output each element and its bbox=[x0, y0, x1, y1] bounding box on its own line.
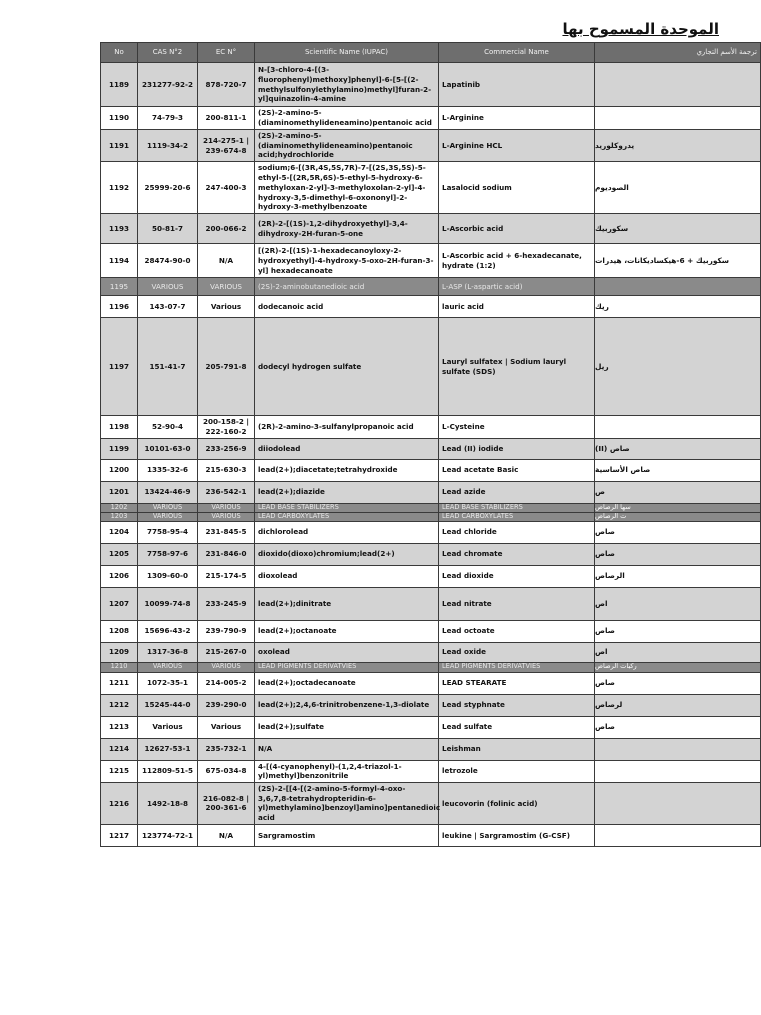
cell-arabic-name: ركبات الرصاص bbox=[595, 662, 761, 672]
cell-cas-number: 1072-35-1 bbox=[138, 672, 198, 694]
cell-arabic-name: يدروكلوريد bbox=[595, 130, 761, 162]
cell-cas-number: 10101-63-0 bbox=[138, 438, 198, 459]
cell-commercial-name: LEAD BASE STABILIZERS bbox=[439, 503, 595, 512]
cell-scientific-name: N/A bbox=[255, 738, 439, 760]
cell-scientific-name: lead(2+);2,4,6-trinitrobenzene-1,3-diolate bbox=[255, 694, 439, 716]
table-row bbox=[101, 278, 761, 296]
cell-cas-number: 143-07-7 bbox=[138, 296, 198, 318]
cell-commercial-name: Leishman bbox=[439, 738, 595, 760]
cell-scientific-name: dioxolead bbox=[255, 565, 439, 587]
cell-arabic-name bbox=[595, 107, 761, 130]
cell-no: 1211 bbox=[101, 672, 138, 694]
cell-cas-number: 1317-36-8 bbox=[138, 642, 198, 662]
table-row bbox=[101, 760, 761, 782]
table-row bbox=[101, 565, 761, 587]
cell-scientific-name: diiodolead bbox=[255, 438, 439, 459]
cell-scientific-name: (2S)-2-[[4-[(2-amino-5-formyl-4-oxo-3,6,7,8-tetrahydropteridin-6-yl)methylamino]benzoyl]amino]pentanedioic acid bbox=[255, 783, 439, 825]
cell-commercial-name: letrozole bbox=[439, 760, 595, 782]
cell-scientific-name: (2S)-2-amino-5-(diaminomethylideneamino)pentanoic acid;hydrochloride bbox=[255, 130, 439, 162]
table-body bbox=[101, 63, 761, 847]
cell-cas-number: 10099-74-8 bbox=[138, 587, 198, 620]
cell-no: 1194 bbox=[101, 244, 138, 278]
cell-scientific-name: lead(2+);diazide bbox=[255, 481, 439, 503]
table-row bbox=[101, 459, 761, 481]
cell-no: 1193 bbox=[101, 214, 138, 244]
cell-scientific-name: lead(2+);diacetate;tetrahydroxide bbox=[255, 459, 439, 481]
cell-commercial-name: L-Arginine HCL bbox=[439, 130, 595, 162]
cell-cas-number: 28474-90-0 bbox=[138, 244, 198, 278]
cell-commercial-name: Lasalocid sodium bbox=[439, 162, 595, 214]
cell-cas-number: 52-90-4 bbox=[138, 416, 198, 438]
cell-no: 1204 bbox=[101, 521, 138, 543]
cell-cas-number: 15696-43-2 bbox=[138, 620, 198, 642]
cell-cas-number: VARIOUS bbox=[138, 278, 198, 296]
cell-commercial-name: lauric acid bbox=[439, 296, 595, 318]
table-row bbox=[101, 521, 761, 543]
cell-cas-number: 74-79-3 bbox=[138, 107, 198, 130]
cell-ec-number: 239-290-0 bbox=[198, 694, 255, 716]
cell-arabic-name: صاص bbox=[595, 716, 761, 738]
table-row bbox=[101, 107, 761, 130]
cell-commercial-name: Lead styphnate bbox=[439, 694, 595, 716]
cell-scientific-name: LEAD PIGMENTS DERIVATVIES bbox=[255, 662, 439, 672]
cell-no: 1203 bbox=[101, 512, 138, 521]
cell-arabic-name: ريك bbox=[595, 296, 761, 318]
table-row bbox=[101, 162, 761, 214]
table-row bbox=[101, 130, 761, 162]
table-row bbox=[101, 481, 761, 503]
cell-no: 1208 bbox=[101, 620, 138, 642]
cell-cas-number: 50-81-7 bbox=[138, 214, 198, 244]
cell-arabic-name: صاص bbox=[595, 543, 761, 565]
cell-no: 1190 bbox=[101, 107, 138, 130]
cell-cas-number: 7758-97-6 bbox=[138, 543, 198, 565]
cell-ec-number: 231-845-5 bbox=[198, 521, 255, 543]
col-header-commercial-name: Commercial Name bbox=[439, 43, 595, 63]
cell-scientific-name: dodecanoic acid bbox=[255, 296, 439, 318]
table-header-row bbox=[101, 43, 761, 63]
cell-no: 1201 bbox=[101, 481, 138, 503]
cell-cas-number: 7758-95-4 bbox=[138, 521, 198, 543]
cell-ec-number: 215-267-0 bbox=[198, 642, 255, 662]
cell-ec-number: Various bbox=[198, 296, 255, 318]
cell-scientific-name: Sargramostim bbox=[255, 824, 439, 846]
table-row bbox=[101, 214, 761, 244]
cell-commercial-name: leucovorin (folinic acid) bbox=[439, 783, 595, 825]
cell-commercial-name: LEAD STEARATE bbox=[439, 672, 595, 694]
cell-no: 1212 bbox=[101, 694, 138, 716]
col-header-ec: EC N° bbox=[198, 43, 255, 63]
cell-no: 1199 bbox=[101, 438, 138, 459]
cell-commercial-name: LEAD PIGMENTS DERIVATVIES bbox=[439, 662, 595, 672]
cell-no: 1200 bbox=[101, 459, 138, 481]
cell-arabic-name: سها الرصاص bbox=[595, 503, 761, 512]
cell-scientific-name: lead(2+);sulfate bbox=[255, 716, 439, 738]
cell-scientific-name: LEAD BASE STABILIZERS bbox=[255, 503, 439, 512]
cell-scientific-name: (2S)-2-amino-5-(diaminomethylideneamino)pentanoic acid bbox=[255, 107, 439, 130]
cell-ec-number: 214-005-2 bbox=[198, 672, 255, 694]
cell-scientific-name: dioxido(dioxo)chromium;lead(2+) bbox=[255, 543, 439, 565]
cell-ec-number: 205-791-8 bbox=[198, 318, 255, 416]
cell-cas-number: 1335-32-6 bbox=[138, 459, 198, 481]
cell-scientific-name: (2S)-2-aminobutanedioic acid bbox=[255, 278, 439, 296]
cell-no: 1191 bbox=[101, 130, 138, 162]
table-row bbox=[101, 738, 761, 760]
cell-scientific-name: (2R)-2-amino-3-sulfanylpropanoic acid bbox=[255, 416, 439, 438]
cell-arabic-name: الصوديوم bbox=[595, 162, 761, 214]
cell-arabic-name: اص bbox=[595, 642, 761, 662]
cell-cas-number: 1492-18-8 bbox=[138, 783, 198, 825]
table-row bbox=[101, 543, 761, 565]
cell-cas-number: 112809-51-5 bbox=[138, 760, 198, 782]
cell-cas-number: VARIOUS bbox=[138, 662, 198, 672]
cell-ec-number: VARIOUS bbox=[198, 278, 255, 296]
cell-commercial-name: L-Ascorbic acid bbox=[439, 214, 595, 244]
table-row bbox=[101, 438, 761, 459]
table-container bbox=[100, 42, 757, 847]
cell-arabic-name: ريل bbox=[595, 318, 761, 416]
cell-cas-number: 15245-44-0 bbox=[138, 694, 198, 716]
table-row bbox=[101, 587, 761, 620]
cell-commercial-name: Lauryl sulfatex | Sodium lauryl sulfate (SDS) bbox=[439, 318, 595, 416]
cell-arabic-name: ص bbox=[595, 481, 761, 503]
cell-arabic-name: لرصاص bbox=[595, 694, 761, 716]
table-row bbox=[101, 642, 761, 662]
cell-ec-number: 214-275-1 | 239-674-8 bbox=[198, 130, 255, 162]
cell-no: 1202 bbox=[101, 503, 138, 512]
cell-scientific-name: lead(2+);octanoate bbox=[255, 620, 439, 642]
col-header-cas: CAS N°2 bbox=[138, 43, 198, 63]
cell-cas-number: 1309-60-0 bbox=[138, 565, 198, 587]
cell-arabic-name bbox=[595, 63, 761, 107]
substances-table bbox=[100, 42, 761, 847]
cell-cas-number: Various bbox=[138, 716, 198, 738]
cell-no: 1215 bbox=[101, 760, 138, 782]
cell-arabic-name: صاص bbox=[595, 620, 761, 642]
cell-ec-number: 675-034-8 bbox=[198, 760, 255, 782]
table-row bbox=[101, 503, 761, 512]
cell-no: 1214 bbox=[101, 738, 138, 760]
cell-commercial-name: L-ASP (L-aspartic acid) bbox=[439, 278, 595, 296]
cell-ec-number: 200-811-1 bbox=[198, 107, 255, 130]
cell-cas-number: VARIOUS bbox=[138, 503, 198, 512]
table-row bbox=[101, 824, 761, 846]
cell-ec-number: 200-158-2 | 222-160-2 bbox=[198, 416, 255, 438]
cell-commercial-name: Lead acetate Basic bbox=[439, 459, 595, 481]
cell-scientific-name: N-[3-chloro-4-[(3-fluorophenyl)methoxy]phenyl]-6-[5-[(2-methylsulfonylethylamino)methyl]furan-2-yl]quinazolin-4-amine bbox=[255, 63, 439, 107]
cell-commercial-name: L-Cysteine bbox=[439, 416, 595, 438]
cell-arabic-name bbox=[595, 760, 761, 782]
cell-ec-number: VARIOUS bbox=[198, 512, 255, 521]
cell-commercial-name: leukine | Sargramostim (G-CSF) bbox=[439, 824, 595, 846]
cell-commercial-name: Lead azide bbox=[439, 481, 595, 503]
table-row bbox=[101, 416, 761, 438]
cell-ec-number: 236-542-1 bbox=[198, 481, 255, 503]
cell-commercial-name: Lead dioxide bbox=[439, 565, 595, 587]
cell-arabic-name bbox=[595, 278, 761, 296]
cell-arabic-name bbox=[595, 783, 761, 825]
cell-cas-number: 13424-46-9 bbox=[138, 481, 198, 503]
cell-ec-number: VARIOUS bbox=[198, 503, 255, 512]
table-row bbox=[101, 318, 761, 416]
cell-no: 1189 bbox=[101, 63, 138, 107]
cell-no: 1198 bbox=[101, 416, 138, 438]
cell-no: 1210 bbox=[101, 662, 138, 672]
cell-arabic-name: صاص bbox=[595, 672, 761, 694]
cell-cas-number: 123774-72-1 bbox=[138, 824, 198, 846]
cell-ec-number: 247-400-3 bbox=[198, 162, 255, 214]
cell-arabic-name: الرصاص bbox=[595, 565, 761, 587]
cell-ec-number: N/A bbox=[198, 824, 255, 846]
cell-no: 1206 bbox=[101, 565, 138, 587]
cell-commercial-name: L-Ascorbic acid + 6-hexadecanate, hydrate (1:2) bbox=[439, 244, 595, 278]
cell-arabic-name: اص bbox=[595, 587, 761, 620]
cell-scientific-name: LEAD CARBOXYLATES bbox=[255, 512, 439, 521]
cell-scientific-name: lead(2+);octadecanoate bbox=[255, 672, 439, 694]
cell-ec-number: N/A bbox=[198, 244, 255, 278]
cell-no: 1207 bbox=[101, 587, 138, 620]
page-header-title: الموحدة المسموح بها bbox=[562, 20, 719, 38]
cell-arabic-name: صاص bbox=[595, 521, 761, 543]
table-row bbox=[101, 620, 761, 642]
cell-cas-number: 12627-53-1 bbox=[138, 738, 198, 760]
cell-scientific-name: 4-[(4-cyanophenyl)-(1,2,4-triazol-1-yl)methyl]benzonitrile bbox=[255, 760, 439, 782]
cell-scientific-name: [(2R)-2-[(1S)-1-hexadecanoyloxy-2-hydroxyethyl]-4-hydroxy-5-oxo-2H-furan-3-yl] hexadecanoate bbox=[255, 244, 439, 278]
cell-cas-number: 25999-20-6 bbox=[138, 162, 198, 214]
cell-ec-number: 233-245-9 bbox=[198, 587, 255, 620]
cell-commercial-name: Lapatinib bbox=[439, 63, 595, 107]
cell-ec-number: 878-720-7 bbox=[198, 63, 255, 107]
cell-ec-number: 215-630-3 bbox=[198, 459, 255, 481]
cell-ec-number: 200-066-2 bbox=[198, 214, 255, 244]
cell-arabic-name: صاص (II) bbox=[595, 438, 761, 459]
cell-arabic-name: سكوربيك + 6-هيكساديكانات، هيدرات bbox=[595, 244, 761, 278]
cell-scientific-name: (2R)-2-[(1S)-1,2-dihydroxyethyl]-3,4-dihydroxy-2H-furan-5-one bbox=[255, 214, 439, 244]
table-row bbox=[101, 672, 761, 694]
table-row bbox=[101, 694, 761, 716]
cell-arabic-name bbox=[595, 824, 761, 846]
table-row bbox=[101, 296, 761, 318]
table-row bbox=[101, 783, 761, 825]
cell-ec-number: 239-790-9 bbox=[198, 620, 255, 642]
cell-no: 1197 bbox=[101, 318, 138, 416]
cell-commercial-name: Lead sulfate bbox=[439, 716, 595, 738]
table-row bbox=[101, 63, 761, 107]
cell-ec-number: 215-174-5 bbox=[198, 565, 255, 587]
cell-commercial-name: LEAD CARBOXYLATES bbox=[439, 512, 595, 521]
cell-commercial-name: Lead chloride bbox=[439, 521, 595, 543]
cell-no: 1205 bbox=[101, 543, 138, 565]
col-header-no: No bbox=[101, 43, 138, 63]
cell-cas-number: 1119-34-2 bbox=[138, 130, 198, 162]
cell-no: 1195 bbox=[101, 278, 138, 296]
cell-cas-number: VARIOUS bbox=[138, 512, 198, 521]
cell-cas-number: 151-41-7 bbox=[138, 318, 198, 416]
cell-arabic-name: صاص الأساسية bbox=[595, 459, 761, 481]
cell-ec-number: VARIOUS bbox=[198, 662, 255, 672]
cell-scientific-name: lead(2+);dinitrate bbox=[255, 587, 439, 620]
cell-commercial-name: Lead chromate bbox=[439, 543, 595, 565]
cell-no: 1196 bbox=[101, 296, 138, 318]
cell-scientific-name: dichlorolead bbox=[255, 521, 439, 543]
cell-commercial-name: Lead nitrate bbox=[439, 587, 595, 620]
cell-scientific-name: sodium;6-[(3R,4S,5S,7R)-7-[(2S,3S,5S)-5-ethyl-5-[(2R,5R,6S)-5-ethyl-5-hydroxy-6-methyloxan-2-yl]-3-methyloxolan-2-yl]-4-hydroxy-3,5-dimethyl-6-oxononyl]-2-hydroxy-3-methylbenzoate bbox=[255, 162, 439, 214]
table-row bbox=[101, 716, 761, 738]
cell-commercial-name: L-Arginine bbox=[439, 107, 595, 130]
col-header-arabic-translation: ترجمة الأسم التجاري bbox=[595, 43, 761, 63]
cell-scientific-name: dodecyl hydrogen sulfate bbox=[255, 318, 439, 416]
cell-commercial-name: Lead octoate bbox=[439, 620, 595, 642]
col-header-scientific-name: Scientific Name (IUPAC) bbox=[255, 43, 439, 63]
cell-ec-number: 233-256-9 bbox=[198, 438, 255, 459]
cell-no: 1216 bbox=[101, 783, 138, 825]
cell-cas-number: 231277-92-2 bbox=[138, 63, 198, 107]
cell-no: 1213 bbox=[101, 716, 138, 738]
cell-arabic-name bbox=[595, 738, 761, 760]
cell-no: 1209 bbox=[101, 642, 138, 662]
cell-arabic-name: ت الرصاص bbox=[595, 512, 761, 521]
cell-ec-number: 216-082-8 | 200-361-6 bbox=[198, 783, 255, 825]
cell-arabic-name bbox=[595, 416, 761, 438]
cell-arabic-name: سكوربيك bbox=[595, 214, 761, 244]
table-row bbox=[101, 244, 761, 278]
cell-commercial-name: Lead oxide bbox=[439, 642, 595, 662]
cell-scientific-name: oxolead bbox=[255, 642, 439, 662]
cell-commercial-name: Lead (II) iodide bbox=[439, 438, 595, 459]
table-row bbox=[101, 662, 761, 672]
cell-ec-number: Various bbox=[198, 716, 255, 738]
cell-ec-number: 235-732-1 bbox=[198, 738, 255, 760]
cell-ec-number: 231-846-0 bbox=[198, 543, 255, 565]
cell-no: 1217 bbox=[101, 824, 138, 846]
cell-no: 1192 bbox=[101, 162, 138, 214]
table-row bbox=[101, 512, 761, 521]
